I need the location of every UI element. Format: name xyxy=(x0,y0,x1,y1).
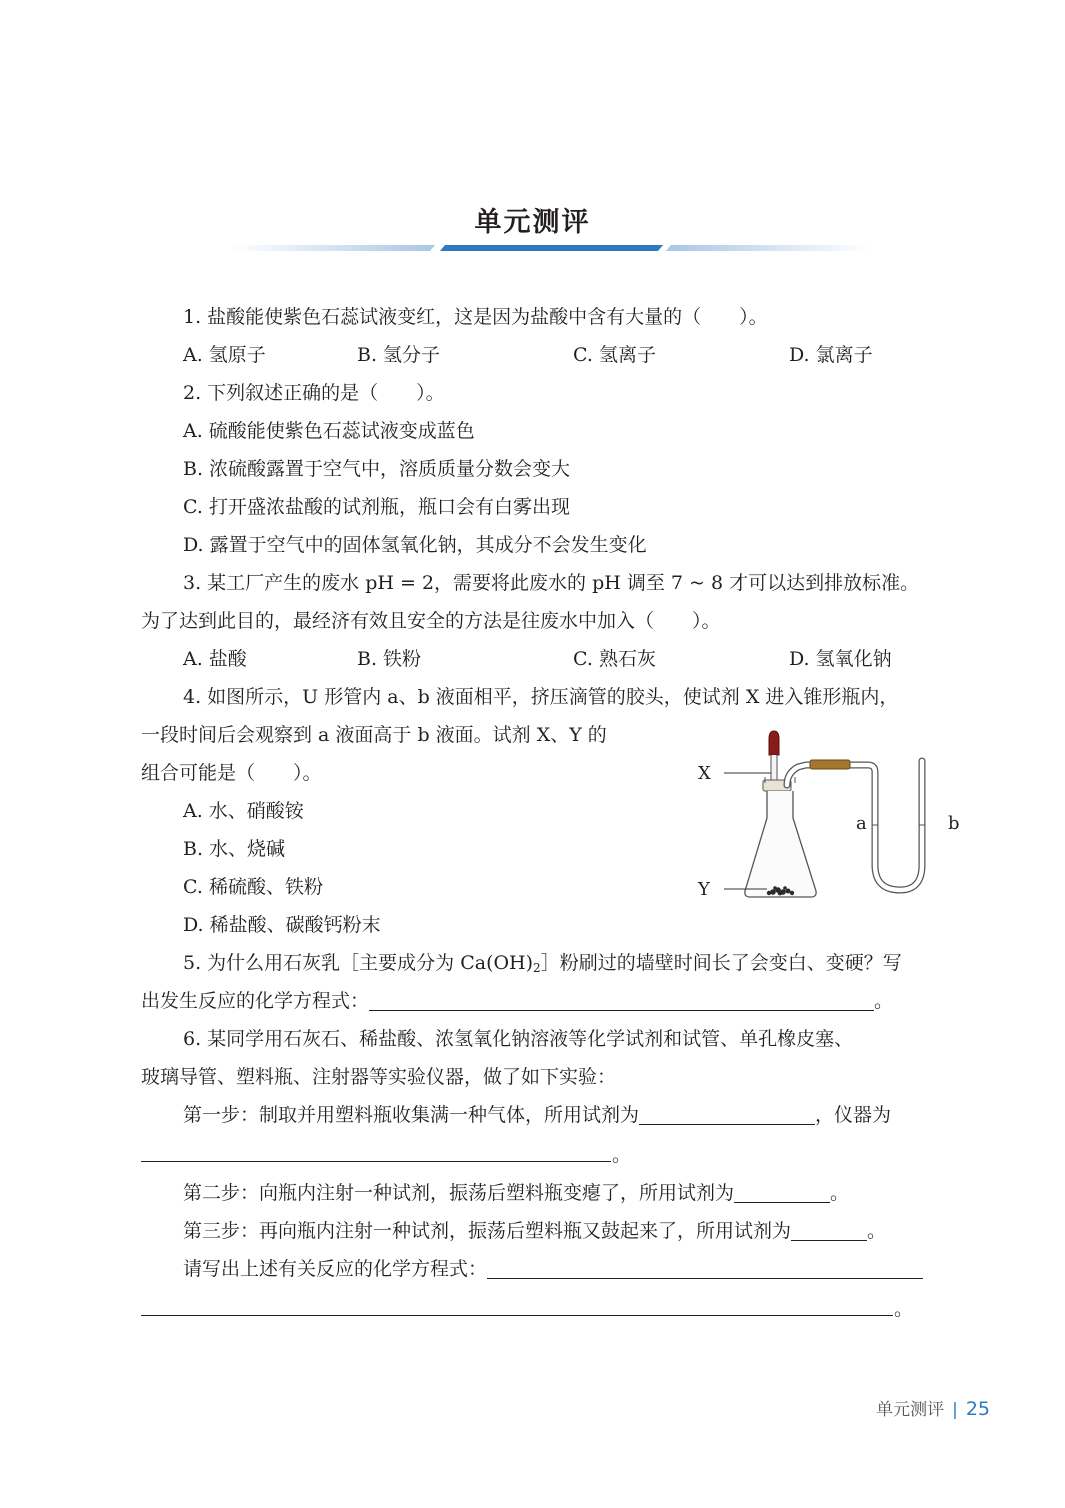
q4-option-c: C. 稀硫酸、铁粉 xyxy=(183,876,323,898)
q6-step1-apparatus-blank[interactable] xyxy=(141,1160,611,1162)
q1-option-a: A. 氢原子 xyxy=(183,344,266,366)
q6-step1-reagent-blank[interactable] xyxy=(639,1104,815,1125)
q1-option-d: D. 氯离子 xyxy=(789,344,873,366)
q5-answer-blank[interactable] xyxy=(369,990,874,1011)
q6-step2: 第二步：向瓶内注射一种试剂，振荡后塑料瓶变瘪了，所用试剂为 。 xyxy=(183,1182,850,1204)
title-underline xyxy=(230,244,870,252)
page-footer xyxy=(876,1395,990,1420)
q2-option-c: C. 打开盛浓盐酸的试剂瓶，瓶口会有白雾出现 xyxy=(183,496,570,518)
label-b: b xyxy=(948,813,960,834)
q2-option-a: A. 硫酸能使紫色石蕊试液变成蓝色 xyxy=(183,420,475,442)
q6-step1: 第一步：制取并用塑料瓶收集满一种气体，所用试剂为 ，仪器为 xyxy=(183,1104,892,1126)
q3-stem-line1: 3. 某工厂产生的废水 pH = 2，需要将此废水的 pH 调至 7 ~ 8 才可以达到排放标准。 xyxy=(183,572,920,594)
q3-stem-line2: 为了达到此目的，最经济有效且安全的方法是往废水中加入（ ）。 xyxy=(141,610,721,632)
q1-option-c: C. 氢离子 xyxy=(573,344,656,366)
q6-stem-line1: 6. 某同学用石灰石、稀盐酸、浓氢氧化钠溶液等化学试剂和试管、单孔橡皮塞、 xyxy=(183,1028,854,1050)
q6-step2-blank[interactable] xyxy=(734,1182,830,1203)
footer-section: 单元测评 xyxy=(876,1400,945,1420)
q4-stem-line3: 组合可能是（ ）。 xyxy=(141,762,322,784)
q5-stem-line2: 出发生反应的化学方程式： 。 xyxy=(141,990,894,1012)
label-a: a xyxy=(856,813,867,834)
q1-option-b: B. 氢分子 xyxy=(357,344,441,366)
dropper-bulb xyxy=(769,731,779,755)
q4-option-b: B. 水、烧碱 xyxy=(183,838,286,860)
page-title: 单元测评 xyxy=(474,207,591,238)
conical-flask xyxy=(745,791,816,897)
q4-stem-line1: 4. 如图所示，U 形管内 a、b 液面相平，挤压滴管的胶头，使试剂 X 进入锥形瓶内， xyxy=(183,686,899,708)
q6-step3-blank[interactable] xyxy=(791,1220,867,1241)
q5-stem-line1: 5. 为什么用石灰乳［主要成分为 $Ca(OH)_2]$粉刷过的墙壁时间长了会变白、变硬？写 xyxy=(183,952,902,975)
q3-option-d: D. 氢氧化钠 xyxy=(789,648,892,670)
q1-stem: 1. 盐酸能使紫色石蕊试液变红，这是因为盐酸中含有大量的（ ）。 xyxy=(183,306,768,328)
q3-option-a: A. 盐酸 xyxy=(183,648,247,670)
q6-stem-line2: 玻璃导管、塑料瓶、注射器等实验仪器，做了如下实验： xyxy=(141,1066,617,1088)
q6-equation-end: 。 xyxy=(894,1298,914,1320)
q2-stem: 2. 下列叙述正确的是（ ）。 xyxy=(183,382,445,404)
q4-stem-line2: 一段时间后会观察到 a 液面高于 b 液面。试剂 X、Y 的 xyxy=(141,724,607,746)
q6-equation-blank-1[interactable] xyxy=(487,1258,923,1279)
q4-option-a: A. 水、硝酸铵 xyxy=(183,800,304,822)
q6-step4: 请写出上述有关反应的化学方程式： xyxy=(183,1255,923,1283)
q4-option-d: D. 稀盐酸、碳酸钙粉末 xyxy=(183,914,381,936)
q2-option-b: B. 浓硫酸露置于空气中，溶质质量分数会变大 xyxy=(183,458,571,480)
rubber-connector xyxy=(810,760,850,769)
page-number: 25 xyxy=(965,1398,990,1420)
q3-option-c: C. 熟石灰 xyxy=(573,648,656,670)
q6-step1-end: 。 xyxy=(612,1144,632,1166)
apparatus-figure xyxy=(690,725,980,905)
q6-equation-blank-2[interactable] xyxy=(141,1314,893,1316)
footer-separator: | xyxy=(952,1400,958,1420)
q2-option-d: D. 露置于空气中的固体氢氧化钠，其成分不会发生变化 xyxy=(183,534,647,556)
label-y: Y xyxy=(698,879,710,900)
q6-step3: 第三步：再向瓶内注射一种试剂，振荡后塑料瓶又鼓起来了，所用试剂为 。 xyxy=(183,1220,887,1242)
q3-option-b: B. 铁粉 xyxy=(357,648,422,670)
label-x: X xyxy=(698,763,711,784)
